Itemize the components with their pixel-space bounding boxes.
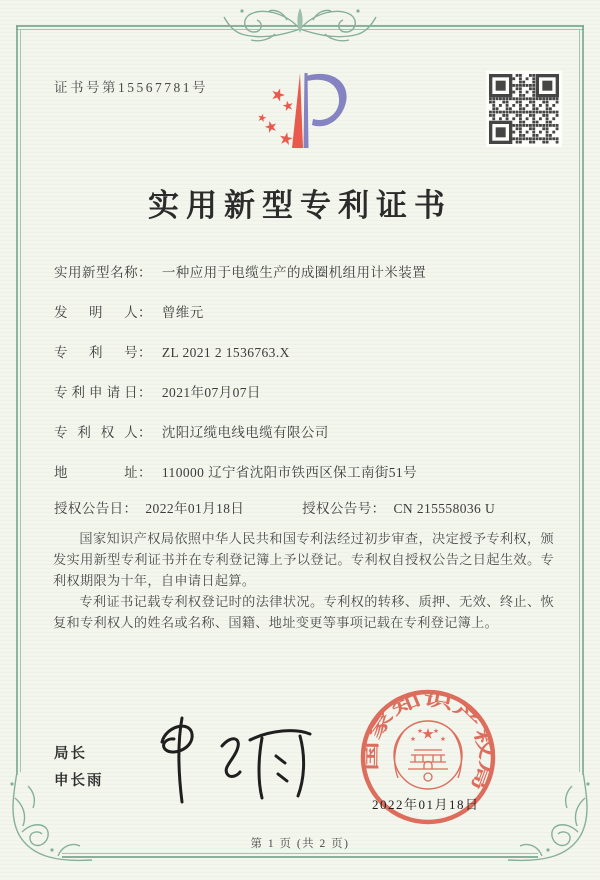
- field-value: 2021年07月07日: [161, 385, 261, 400]
- field-row-patent-no: [54, 341, 290, 361]
- signatory-name: 申长雨: [54, 773, 104, 789]
- field-row-address: [54, 461, 417, 481]
- field-value: 曾维元: [161, 305, 204, 320]
- logo-stars: [257, 86, 294, 145]
- seal-arc-text: 国家知识产权局: [361, 689, 496, 781]
- legal-text: [53, 528, 554, 633]
- seal-date: 2022年01月18日: [372, 797, 480, 812]
- field-label: 实用新型名称: [54, 265, 138, 280]
- field-row-inventor: [54, 301, 204, 321]
- colon: ：: [138, 385, 152, 400]
- colon: ：: [138, 345, 152, 360]
- logo-purple-p: [304, 73, 347, 148]
- field-label: 专利权人: [54, 425, 138, 440]
- legal-paragraph-2: 专利证书记载专利权登记时的法律状况。专利权的转移、质押、无效、终止、恢复和专利权人的姓名或名称、国籍、地址变更等事项记载在专利登记簿上。: [53, 594, 554, 630]
- certificate-title: 实用新型专利证书: [148, 188, 452, 223]
- official-seal: [352, 686, 504, 838]
- colon: ：: [138, 305, 152, 320]
- cnipa-logo-icon: [240, 60, 375, 170]
- signatory-block: [54, 741, 104, 795]
- grant-row: [54, 497, 495, 517]
- field-label: 专利申请日: [54, 385, 138, 400]
- colon: ：: [123, 501, 138, 516]
- seal-national-emblem: [394, 721, 462, 789]
- qr-finder-bottom-left: [489, 121, 512, 144]
- signature-handwriting: [138, 712, 318, 807]
- field-row-patentee: [54, 421, 329, 441]
- grant-pub-label: 授权公告号: [302, 501, 372, 516]
- grant-date-label: 授权公告日: [54, 501, 124, 516]
- field-label: 地址: [54, 465, 138, 480]
- colon: ：: [138, 465, 152, 480]
- top-flourish-ornament: [224, 8, 376, 41]
- grant-pub-value: CN 215558036 U: [393, 501, 496, 516]
- qr-finder-top-left: [489, 74, 512, 97]
- field-label: 专利号: [54, 345, 138, 360]
- colon: ：: [138, 425, 152, 440]
- field-value: 一种应用于电缆生产的成圈机组用计米装置: [161, 265, 427, 280]
- signatory-title: 局长: [54, 746, 87, 762]
- colon: ：: [371, 501, 386, 516]
- certificate-number: 证书号第15567781号: [54, 80, 208, 95]
- logo-red-wedge: [292, 73, 303, 148]
- field-row-filing-date: [54, 381, 261, 401]
- grant-date-value: 2022年01月18日: [145, 501, 245, 516]
- page-number: 第 1 页 (共 2 页): [250, 838, 350, 850]
- field-value: 沈阳辽缆电线电缆有限公司: [161, 425, 329, 440]
- field-label: 发明人: [54, 305, 138, 320]
- field-value: ZL 2021 2 1536763.X: [161, 345, 290, 360]
- legal-paragraph-1: 国家知识产权局依照中华人民共和国专利法经过初步审查，决定授予专利权，颁发实用新型专利证书并在专利登记簿上予以登记。专利权自授权公告之日起生效。专利权期限为十年，自申请日起算。: [53, 531, 554, 588]
- qr-finder-top-right: [536, 74, 559, 97]
- qr-code: [489, 74, 559, 144]
- field-row-patent-name: [54, 261, 426, 281]
- field-value: 110000 辽宁省沈阳市铁西区保工南街51号: [161, 465, 417, 480]
- colon: ：: [138, 265, 152, 280]
